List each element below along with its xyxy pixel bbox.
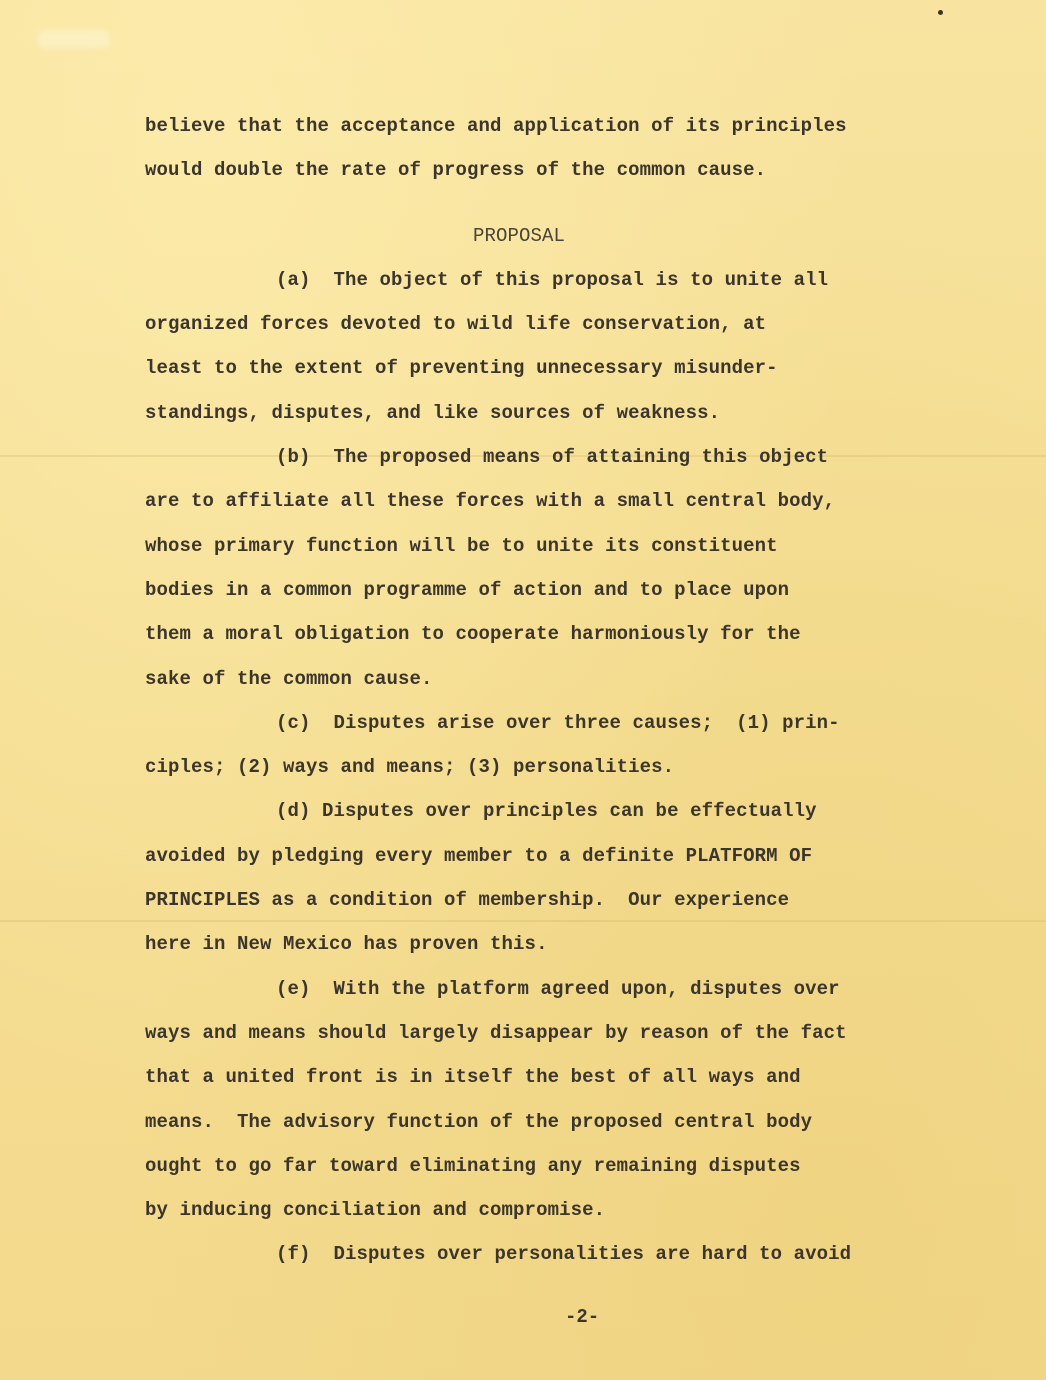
- text-line: least to the extent of preventing unnecessary misunder-: [145, 357, 778, 380]
- text-line: here in New Mexico has proven this.: [145, 933, 548, 956]
- paragraph-b-first-line: (b) The proposed means of attaining this object: [276, 446, 829, 469]
- text-line: them a moral obligation to cooperate harmoniously for the: [145, 623, 801, 646]
- typewritten-body: [145, 104, 965, 1277]
- text-line: whose primary function will be to unite its constituent: [145, 534, 778, 557]
- text-line: by inducing conciliation and compromise.: [145, 1199, 606, 1222]
- paragraph-c-first-line: (c) Disputes arise over three causes; (1) prin-: [276, 711, 840, 734]
- text-line: organized forces devoted to wild life conservation, at: [145, 313, 767, 336]
- section-heading: PROPOSAL: [473, 224, 566, 247]
- paper-smudge: [38, 30, 110, 48]
- text-line: ciples; (2) ways and means; (3) personalities.: [145, 756, 675, 779]
- page-number: -2-: [565, 1306, 600, 1328]
- text-line: standings, disputes, and like sources of weakness.: [145, 401, 721, 424]
- paragraph-f-first-line: (f) Disputes over personalities are hard to avoid: [276, 1243, 852, 1266]
- text-line: that a united front is in itself the best of all ways and: [145, 1066, 801, 1089]
- text-line: avoided by pledging every member to a definite PLATFORM OF: [145, 844, 813, 867]
- paragraph-a-first-line: (a) The object of this proposal is to unite all: [276, 268, 829, 291]
- text-line: believe that the acceptance and application of its principles: [145, 115, 847, 137]
- text-line: would double the rate of progress of the common cause.: [145, 159, 767, 182]
- text-line: means. The advisory function of the proposed central body: [145, 1110, 813, 1133]
- paragraph-d-first-line: (d) Disputes over principles can be effectually: [276, 800, 817, 823]
- paragraph-e-first-line: (e) With the platform agreed upon, disputes over: [276, 977, 840, 1000]
- text-line: sake of the common cause.: [145, 667, 433, 690]
- text-line: PRINCIPLES as a condition of membership. Our experience: [145, 889, 790, 912]
- text-line: ways and means should largely disappear by reason of the fact: [145, 1021, 847, 1044]
- ink-speck: [938, 10, 943, 15]
- text-line: ought to go far toward eliminating any remaining disputes: [145, 1154, 801, 1177]
- text-line: are to affiliate all these forces with a small central body,: [145, 490, 836, 513]
- text-line: bodies in a common programme of action and to place upon: [145, 578, 790, 601]
